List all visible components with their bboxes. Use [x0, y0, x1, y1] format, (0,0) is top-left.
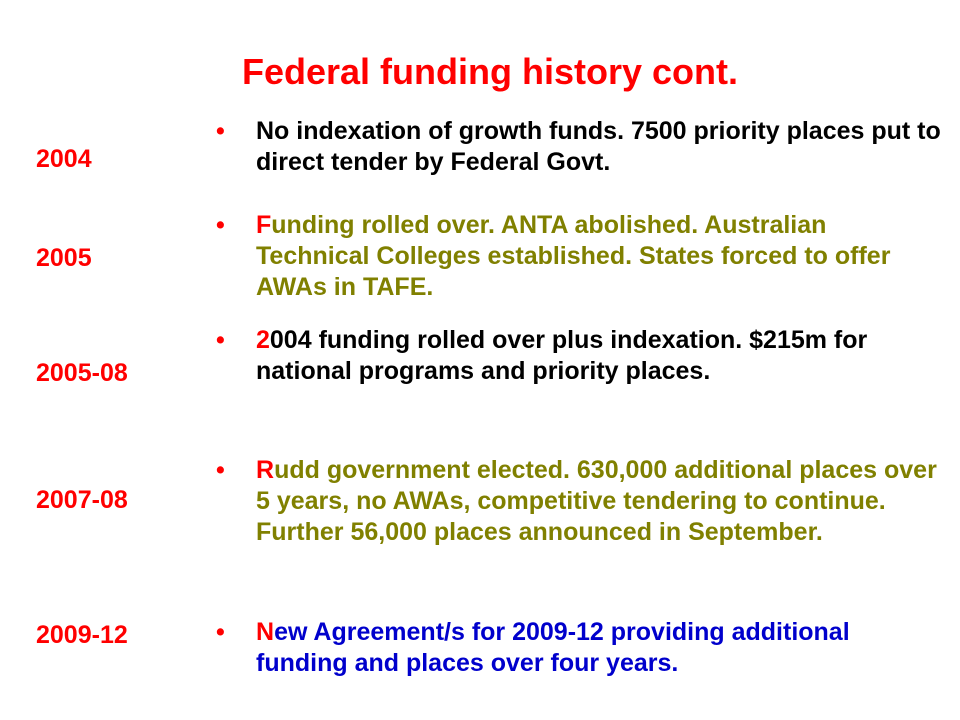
year-label-2004: 2004: [36, 145, 92, 173]
bullet-item: [216, 617, 946, 679]
bullet-rest: 004 funding rolled over plus indexation. $215m for national programs and priority places.: [256, 326, 868, 385]
bullet-item: [216, 325, 946, 387]
bullet-rest: udd government elected. 630,000 additional places over 5 years, no AWAs, competitive tendering to continue. Further 56,000 places announced in September.: [256, 456, 937, 546]
bullet-rest: unding rolled over. ANTA abolished. Australian Technical Colleges established. States forced to offer AWAs in TAFE.: [256, 211, 891, 301]
bullet-text: [256, 325, 946, 387]
year-label-2009-12: 2009-12: [36, 621, 128, 649]
bullet-first-letter: F: [256, 211, 272, 239]
bullet-text: [256, 617, 946, 679]
bullet-rest: ew Agreement/s for 2009-12 providing additional funding and places over four years.: [256, 618, 850, 677]
year-label-2005-08: 2005-08: [36, 359, 128, 387]
bullet-dot-icon: •: [216, 211, 225, 239]
year-label-2005: 2005: [36, 244, 92, 272]
bullet-rest: No indexation of growth funds. 7500 priority places put to direct tender by Federal Govt.: [256, 117, 941, 176]
bullet-item: [216, 116, 946, 178]
bullet-first-letter: R: [256, 456, 275, 484]
year-label-2007-08: 2007-08: [36, 486, 128, 514]
bullet-text: [256, 116, 946, 178]
bullet-item: [216, 455, 946, 548]
bullet-text: [256, 210, 946, 303]
bullet-dot-icon: •: [216, 117, 225, 145]
slide-title: Federal funding history cont.: [241, 51, 739, 92]
bullet-text: [256, 455, 946, 548]
bullet-dot-icon: •: [216, 618, 225, 646]
bullet-first-letter: N: [256, 618, 275, 646]
bullet-dot-icon: •: [216, 456, 225, 484]
bullet-item: [216, 210, 946, 303]
bullet-dot-icon: •: [216, 326, 225, 354]
bullet-first-letter: 2: [256, 326, 270, 354]
